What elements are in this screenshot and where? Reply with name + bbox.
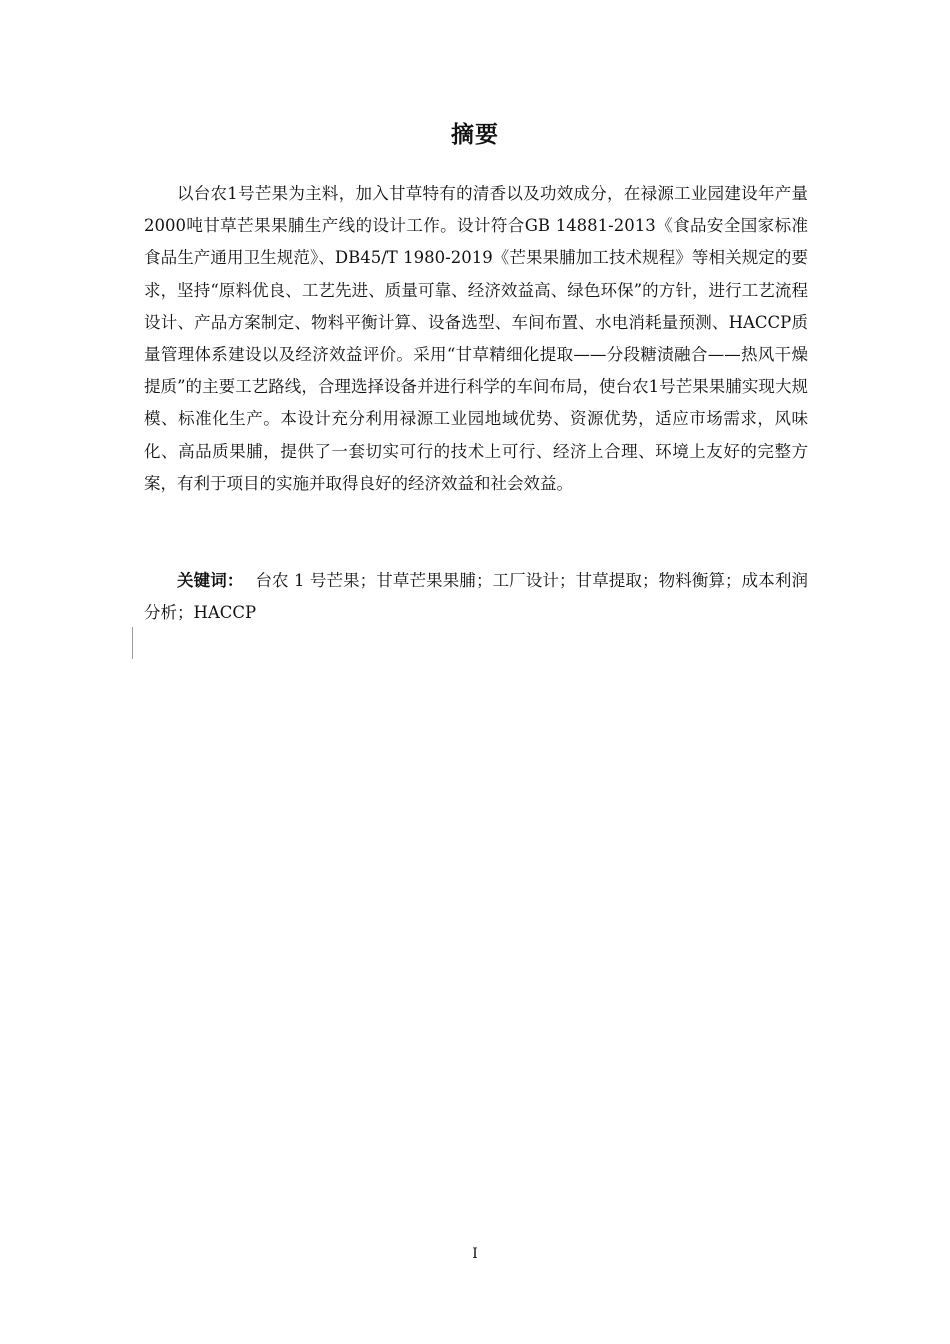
page-number: I (472, 1246, 478, 1262)
text-cursor (132, 627, 133, 659)
abstract-paragraph: 以台农1号芒果为主料，加入甘草特有的清香以及功效成分，在禄源工业园建设年产量2000吨甘草芒果果脯生产线的设计工作。设计符合GB 14881-2013《食品安全国家标准食品生产通用卫生规范》、DB45/T 1980-2019《芒果果脯加工技术规程》等相关规定的要求，坚持“原料优良、工艺先进、质量可靠、经济效益高、绿色环保”的方针，进行工艺流程设计、产品方案制定、物料平衡计算、设备选型、车间布置、水电消耗量预测、HACCP质量管理体系建设以及经济效益评价。采用“甘草精细化提取——分段糖渍融合——热风干燥提质”的主要工艺路线，合理选择设备并进行科学的车间布局，使台农1号芒果果脯实现大规模、标准化生产。本设计充分利用禄源工业园地域优势、资源优势，适应市场需求，风味化、高品质果脯，提供了一套切实可行的技术上可行、经济上合理、环境上友好的完整方案，有利于项目的实施并取得良好的经济效益和社会效益。 (144, 184, 808, 493)
keywords-label: 关键词： (177, 571, 244, 590)
keywords-text: 台农 1 号芒果；甘草芒果果脯；工厂设计；甘草提取；物料衡算；成本利润分析；HACCP (144, 571, 808, 623)
keywords-paragraph (144, 565, 808, 629)
page-title: 摘要 (451, 122, 499, 148)
